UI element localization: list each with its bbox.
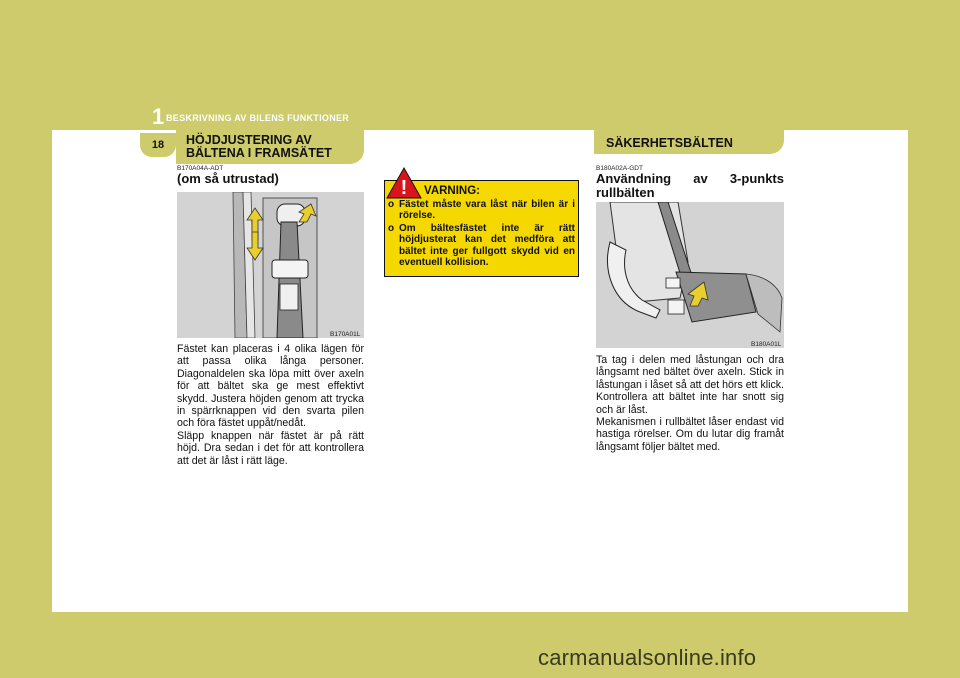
three-point-belt-illustration: [596, 202, 784, 348]
subheading-right: [596, 172, 784, 200]
warning-bullet: o: [388, 199, 395, 210]
right-paragraph-1: Ta tag i delen med låstungan och dra långsamt ned bältet över axeln. Stick in låstungan i låset så att det hörs ett klick. Kontrollera att bältet inte har snott sig och är låst.: [596, 354, 784, 416]
section-title-height-adjustment: [186, 134, 332, 160]
figure-code-right: B180A01L: [751, 341, 782, 348]
right-body-text: [596, 354, 784, 453]
left-paragraph-1: Fästet kan placeras i 4 olika lägen för att passa olika långa personer. Diagonaldelen ska löpa mitt över axeln för att bältet ska ge mest effektivt skydd. Justera höjden genom att trycka in spärrknappen vid den svarta pilen och föra fästet uppåt/nedåt.: [177, 343, 364, 430]
footer-watermark: carmanualsonline.info: [538, 645, 757, 670]
warning-bullet: o: [388, 222, 395, 234]
figure-three-point-belt: [596, 202, 784, 348]
warning-list: [388, 199, 575, 269]
page-number: 18: [151, 139, 165, 151]
subheading-right-line-1: Användning av 3-punkts: [596, 171, 784, 186]
belt-adjuster-illustration: [177, 192, 364, 338]
section-title-line-2: BÄLTENA I FRAMSÄTET: [186, 146, 332, 160]
warning-title: VARNING:: [424, 185, 481, 197]
warning-item-2: [388, 223, 575, 269]
section-code: B170A04A-ADT: [177, 165, 224, 172]
warning-item-text: Om bältesfästet inte är rätt höjdjusterat kan det medföra att bältet inte ger fullgott skydd vid en eventuell kollision.: [399, 222, 575, 269]
warning-item-text: Fästet måste vara låst när bilen är i rörelse.: [399, 199, 575, 222]
subheading-right-line-2: rullbälten: [596, 185, 655, 200]
figure-belt-height-adjuster: [177, 192, 364, 338]
section-title-seatbelts: SÄKERHETSBÄLTEN: [606, 136, 733, 150]
section-code-right: B180A02A-GDT: [596, 165, 643, 172]
left-paragraph-2: Släpp knappen när fästet är på rätt höjd. Dra sedan i det för att kontrollera att det är låst i rätt läge.: [177, 429, 364, 467]
figure-code-left: B170A01L: [330, 331, 361, 338]
warning-item-1: [388, 199, 575, 222]
warning-triangle-icon: [385, 166, 423, 200]
warning-symbol: !: [400, 177, 408, 199]
right-margin-band: [908, 0, 960, 678]
right-paragraph-2: Mekanismen i rullbältet låser endast vid hastiga rörelser. Om du lutar dig framåt långsamt följer bältet med.: [596, 416, 784, 453]
left-margin-band: [0, 0, 52, 678]
header-band: [0, 0, 960, 120]
chapter-title: BESKRIVNING AV BILENS FUNKTIONER: [166, 113, 350, 123]
left-body-text: [177, 343, 364, 467]
header-band-lower: [0, 120, 960, 130]
section-title-line-1: HÖJDJUSTERING AV: [186, 133, 312, 147]
chapter-number: 1: [152, 104, 165, 129]
footer-band: [0, 612, 960, 678]
subheading: (om så utrustad): [177, 171, 279, 186]
